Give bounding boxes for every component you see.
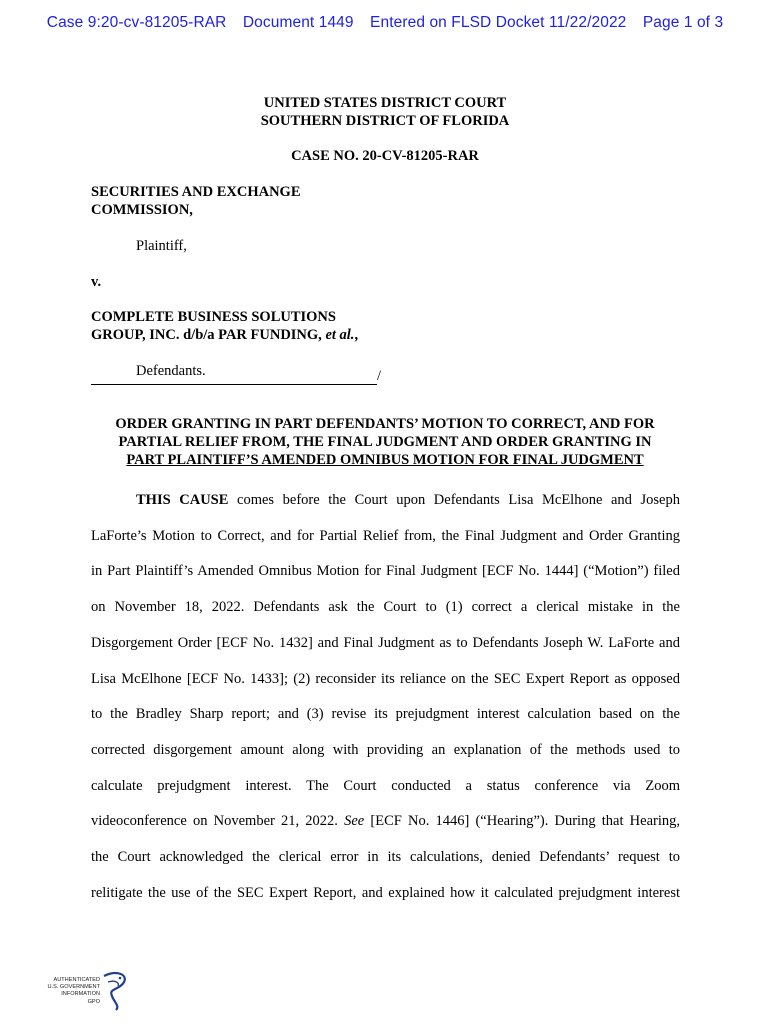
document-number-header: Document 1449 <box>242 14 354 31</box>
court-name: UNITED STATES DISTRICT COURT <box>263 95 507 111</box>
docket-entry-header: Entered on FLSD Docket 11/22/2022 <box>370 14 627 31</box>
body-line: corrected disgorgement amount along with providing an explanation of the methods used to <box>91 741 680 758</box>
body-line: relitigate the use of the SEC Expert Report, and explained how it calculated prejudgment interest <box>91 884 680 901</box>
case-number: CASE NO. 20-CV-81205-RAR <box>291 148 479 164</box>
body-line: on November 18, 2022. Defendants ask the Court to (1) correct a clerical mistake in the <box>91 599 680 616</box>
plaintiff-name: SECURITIES AND EXCHANGE COMMISSION, <box>91 184 301 218</box>
page-number-header: Page 1 of 3 <box>642 14 724 31</box>
versus: v. <box>91 274 102 290</box>
eagle-icon <box>104 973 125 1010</box>
defendant-name: COMPLETE BUSINESS SOLUTIONS GROUP, INC. d/b/a PAR FUNDING, et al., <box>91 309 359 343</box>
case-number-header: Case 9:20-cv-81205-RAR <box>46 14 227 31</box>
body-line: THIS CAUSE comes before the Court upon Defendants Lisa McElhone and Joseph <box>136 492 680 508</box>
svg-text:AUTHENTICATED: AUTHENTICATED <box>53 977 100 983</box>
body-line: Lisa McElhone [ECF No. 1433]; (2) reconsider its reliance on the SEC Expert Report as opposed <box>91 670 680 687</box>
body-line: to the Bradley Sharp report; and (3) revise its prejudgment interest calculation based on the <box>91 706 680 723</box>
body-line: videoconference on November 21, 2022. See [ECF No. 1446] (“Hearing”). During that Hearing, <box>91 813 680 830</box>
plaintiff-role: Plaintiff, <box>136 238 187 254</box>
svg-text:U.S. GOVERNMENT: U.S. GOVERNMENT <box>47 984 100 990</box>
svg-text:INFORMATION: INFORMATION <box>61 991 100 997</box>
docket-header <box>0 14 770 32</box>
gpo-authentication-seal <box>42 970 134 1012</box>
court-district: SOUTHERN DISTRICT OF FLORIDA <box>260 113 510 129</box>
order-body <box>91 483 680 911</box>
body-line: calculate prejudgment interest. The Court conducted a status conference via Zoom <box>91 777 680 794</box>
court-heading <box>0 94 770 130</box>
body-line: in Part Plaintiff’s Amended Omnibus Motion for Final Judgment [ECF No. 1444] (“Motion”) filed <box>91 563 680 580</box>
body-line: Disgorgement Order [ECF No. 1432] and Final Judgment as to Defendants Joseph W. LaForte and <box>91 634 680 651</box>
body-line: the Court acknowledged the clerical error in its calculations, denied Defendants’ request to <box>91 849 680 866</box>
defendant-role: Defendants. <box>136 363 206 379</box>
caption-signature-line: / <box>91 368 381 385</box>
body-line: LaForte’s Motion to Correct, and for Partial Relief from, the Final Judgment and Order Granting <box>91 527 680 544</box>
order-title: ORDER GRANTING IN PART DEFENDANTS’ MOTION TO CORRECT, AND FOR PARTIAL RELIEF FROM, THE FINAL JUDGMENT AND ORDER GRANTING IN PART PLAINTIFF’S AMENDED OMNIBUS MOTION FOR FINAL JUDGMENT <box>115 416 655 468</box>
svg-text:GPO: GPO <box>87 999 100 1005</box>
